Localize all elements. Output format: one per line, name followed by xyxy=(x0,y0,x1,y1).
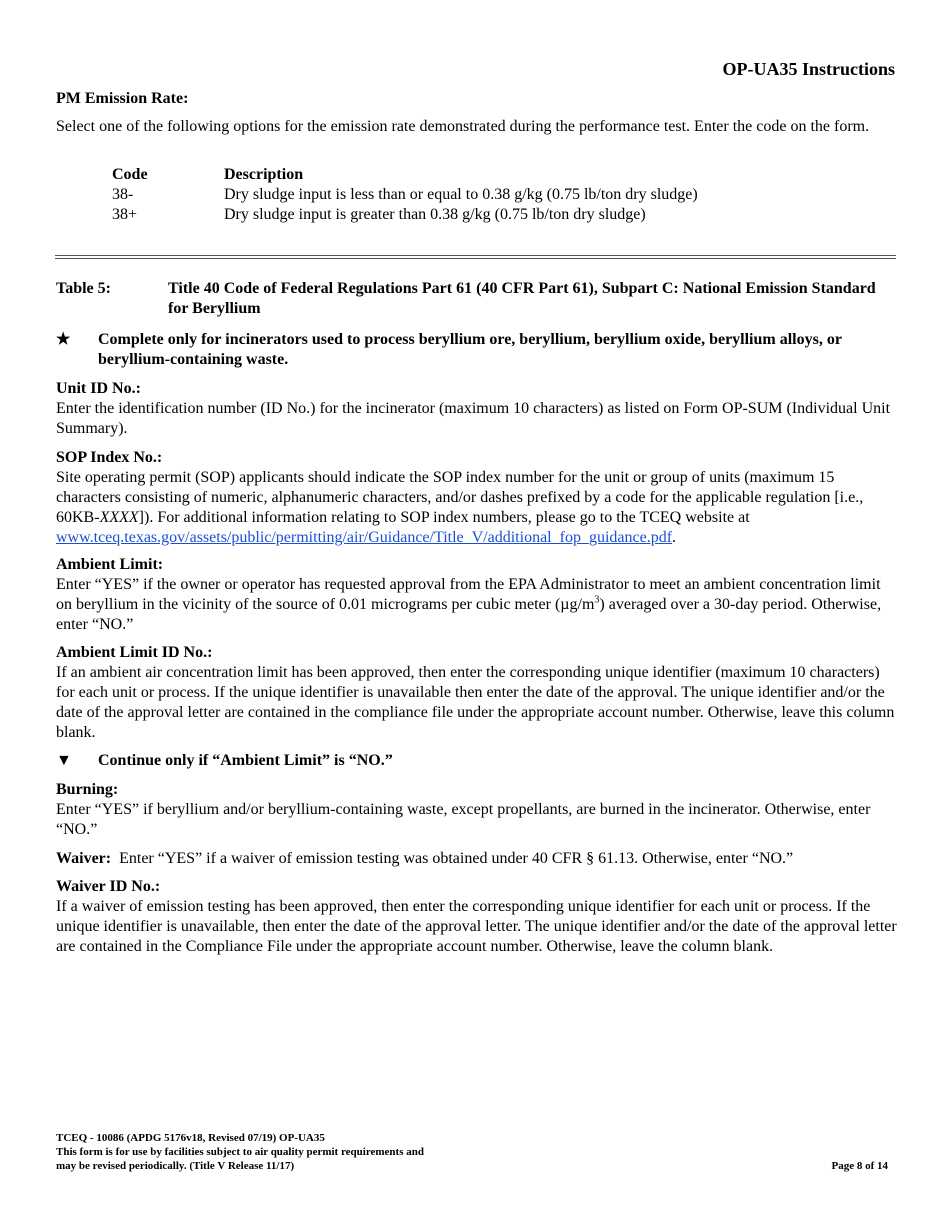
superscript-3: 3 xyxy=(594,594,600,606)
unit-id-heading: Unit ID No.: xyxy=(56,380,141,397)
section-divider-top xyxy=(55,255,896,256)
waiver-heading: Waiver: xyxy=(56,850,112,867)
code-cell: 38- xyxy=(112,186,134,203)
sop-index-heading: SOP Index No.: xyxy=(56,449,163,466)
continue-note-text: Continue only if “Ambient Limit” is “NO.” xyxy=(98,752,393,769)
code-cell: 38+ xyxy=(112,206,138,223)
ambient-limit-text xyxy=(56,575,898,635)
star-note xyxy=(56,330,898,370)
waiver-id-text: If a waiver of emission testing has been approved, then enter the corresponding unique identifier for each unit or process. If the unique identifier is unavailable, then enter the date of the approval letter. The unique identifier and/or the date of the approval letter are contained in the Compliance File under the appropriate account number. Otherwise, leave the column blank. xyxy=(56,898,897,955)
code-column-header: Code xyxy=(112,166,148,183)
ambient-limit-id-heading: Ambient Limit ID No.: xyxy=(56,644,213,661)
waiver-text: Enter “YES” if a waiver of emission testing was obtained under 40 CFR § 61.13. Otherwise, enter “NO.” xyxy=(119,850,794,867)
sop-index-text-part1: Site operating permit (SOP) applicants should indicate the SOP index number for the unit or group of units (maximum 15 characters consisting of numeric, alphanumeric characters, and/or dashes prefixed by a code for the applicable regulation [i.e., 60KB- xyxy=(56,469,864,526)
page-number: Page 8 of 14 xyxy=(831,1160,888,1172)
form-footer xyxy=(56,1131,424,1173)
table-row xyxy=(112,185,872,205)
table5-title: Title 40 Code of Federal Regulations Part 61 (40 CFR Part 61), Subpart C: National Emission Standard for Beryllium xyxy=(168,280,876,317)
pm-emission-intro: Select one of the following options for the emission rate demonstrated during the performance test. Enter the code on the form. xyxy=(56,118,870,135)
table5-heading xyxy=(56,279,898,319)
waiver-paragraph xyxy=(56,849,898,869)
star-note-text: Complete only for incinerators used to process beryllium ore, beryllium, beryllium oxide, beryllium alloys, or beryllium-containing waste. xyxy=(98,331,842,368)
unit-id-text: Enter the identification number (ID No.) for the incinerator (maximum 10 characters) as listed on Form OP-SUM (Individual Unit Summary). xyxy=(56,400,891,437)
sop-index-text-part3: . xyxy=(672,529,677,546)
burning-heading: Burning: xyxy=(56,781,119,798)
continue-note xyxy=(56,751,898,771)
code-table-header xyxy=(112,165,872,185)
ambient-limit-text-part2: ) averaged over a 30-day period. Otherwise, enter “NO.” xyxy=(56,596,882,633)
sop-index-placeholder: XXXX xyxy=(99,509,139,526)
sop-index-text-part2: ]). For additional information relating to SOP index numbers, please go to the TCEQ website at xyxy=(138,509,750,526)
ambient-limit-id-text: If an ambient air concentration limit has been approved, then enter the corresponding unique identifier (maximum 10 characters) for each unit or process. If the unique identifier is unavailable then enter the date of the approval. The unique identifier and/or the date of the approval letter are contained in the compliance file under the appropriate account number. Otherwise, leave this column blank. xyxy=(56,664,895,741)
pm-emission-heading: PM Emission Rate: xyxy=(56,90,189,107)
ambient-limit-heading: Ambient Limit: xyxy=(56,556,164,573)
footer-form-id: TCEQ - 10086 (APDG 5176v18, Revised 07/19) OP-UA35 xyxy=(56,1132,325,1144)
ambient-limit-text-part1: Enter “YES” if the owner or operator has requested approval from the EPA Administrator to meet an ambient concentration limit on beryllium in the vicinity of the source of 0.01 micrograms per cubic meter (µg/m xyxy=(56,576,881,613)
footer-note-line2: may be revised periodically. (Title V Release 11/17) xyxy=(56,1160,295,1172)
burning-text: Enter “YES” if beryllium and/or beryllium-containing waste, except propellants, are burned in the incinerator. Otherwise, enter “NO.” xyxy=(56,801,871,838)
description-cell: Dry sludge input is less than or equal to 0.38 g/kg (0.75 lb/ton dry sludge) xyxy=(224,186,698,203)
waiver-id-heading: Waiver ID No.: xyxy=(56,878,161,895)
section-divider-bottom xyxy=(55,258,896,259)
description-cell: Dry sludge input is greater than 0.38 g/kg (0.75 lb/ton dry sludge) xyxy=(224,206,646,223)
description-column-header: Description xyxy=(224,166,304,183)
footer-note-line1: This form is for use by facilities subject to air quality permit requirements and xyxy=(56,1146,424,1158)
down-triangle-icon: ▼ xyxy=(56,752,72,769)
page-title: OP-UA35 Instructions xyxy=(722,59,895,79)
tceq-guidance-link[interactable]: www.tceq.texas.gov/assets/public/permitting/air/Guidance/Title_V/additional_fop_guidance.pdf xyxy=(56,529,673,546)
code-table xyxy=(112,165,872,225)
star-icon: ★ xyxy=(56,331,71,348)
table5-number: Table 5: xyxy=(56,280,111,297)
sop-index-text xyxy=(56,468,898,548)
table-row xyxy=(112,205,872,225)
